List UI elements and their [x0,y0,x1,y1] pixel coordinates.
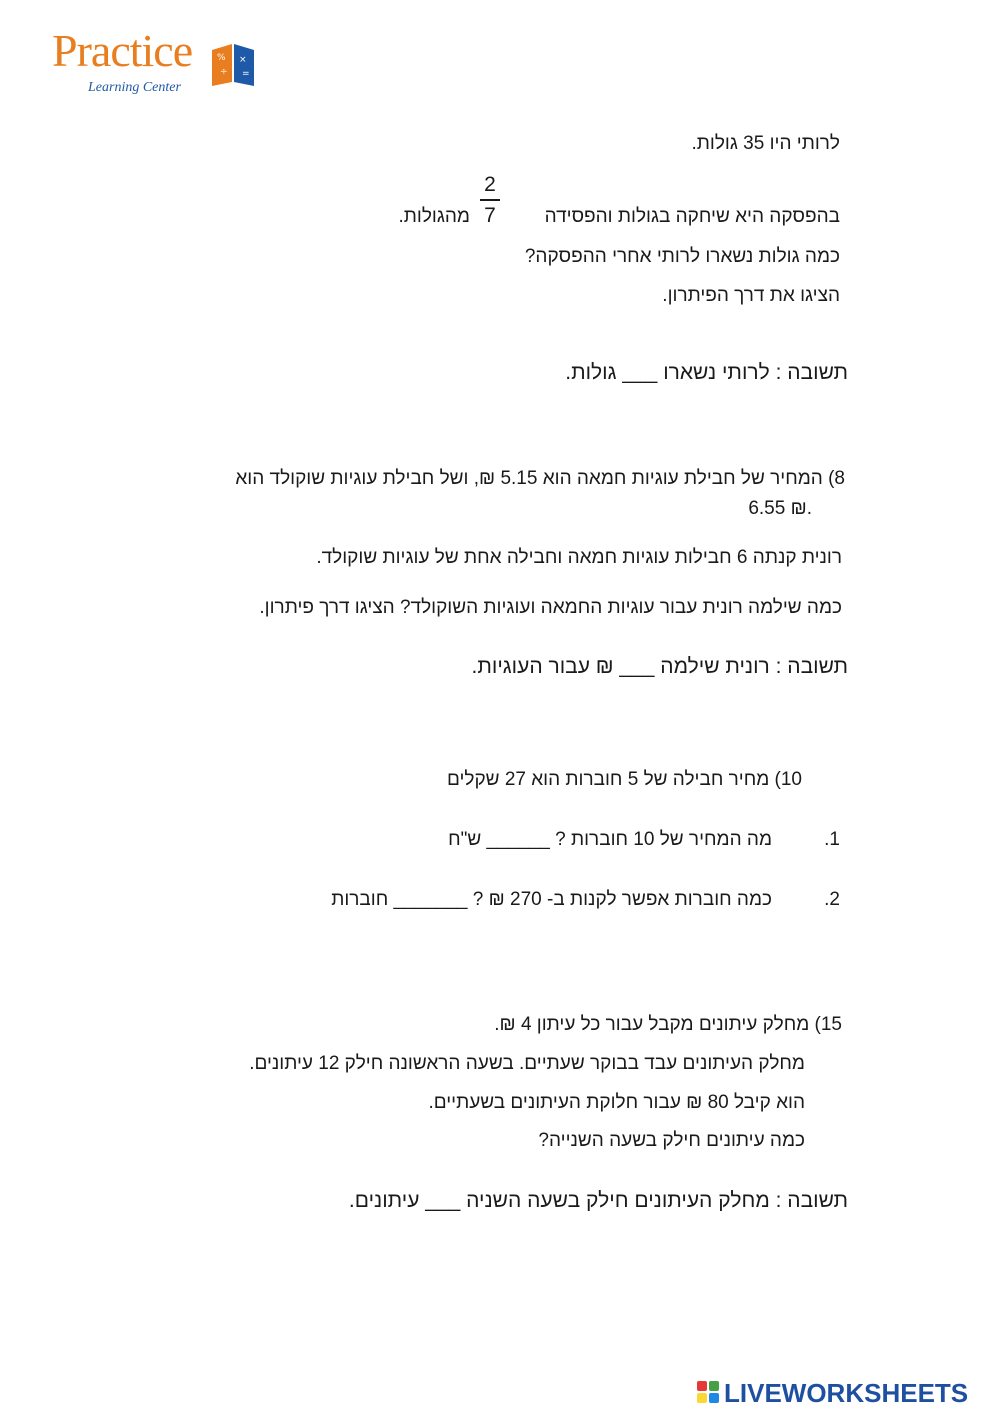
question-line: 6.55 ₪. [748,498,812,519]
item-number: .1 [824,829,840,850]
question-line: רונית קנתה 6 חבילות עוגיות חמאה וחבילה אחת של עוגיות שוקולד. [316,547,842,568]
fraction-numerator: 2 [484,173,496,196]
svg-text:÷: ÷ [220,67,228,77]
question-line: מה המחיר של 10 חוברות ? ______ ש"ח [448,829,772,850]
fraction-denominator: 7 [484,204,496,227]
question-line: הציגו את דרך הפיתרון. [662,285,840,306]
item-number: .2 [824,889,840,910]
fraction-bar [480,199,500,201]
question-line: מהגולות. [398,206,470,227]
answer-line: תשובה : מחלק העיתונים חילק בשעה השניה ___ עיתונים. [348,1189,848,1212]
question-line: 15) מחלק עיתונים מקבל עבור כל עיתון 4 ₪. [494,1014,842,1035]
liveworksheets-brand: LIVEWORKSHEETS [724,1378,969,1408]
book-icon [208,40,258,88]
svg-text:=: = [242,69,250,79]
question-line: בהפסקה היא שיחקה בגולות והפסידה [544,206,840,227]
question-line: 8) המחיר של חבילת עוגיות חמאה הוא 5.15 ₪, ושל חבילת עוגיות שוקולד הוא [235,468,845,489]
question-line: מחלק העיתונים עבד בבוקר שעתיים. בשעה הראשונה חילק 12 עיתונים. [249,1053,805,1074]
question-line: כמה חוברות אפשר לקנות ב- 270 ₪ ? _______ חוברות [331,889,772,910]
logo-subtitle: Learning Center [88,80,181,95]
svg-text:×: × [239,55,247,65]
question-line: כמה שילמה רונית עבור עוגיות החמאה ועוגיות השוקולד? הציגו דרך פיתרון. [259,597,842,618]
logo-word: Practice [52,25,193,76]
liveworksheets-logo-icon [697,1381,721,1405]
question-line: לרותי היו 35 גולות. [691,133,840,154]
question-line: הוא קיבל 80 ₪ עבור חלוקת העיתונים בשעתיים. [428,1092,805,1113]
answer-line: תשובה : רונית שילמה ___ ₪ עבור העוגיות. [471,655,848,678]
question-line: כמה עיתונים חילק בשעה השנייה? [538,1130,805,1151]
question-line: כמה גולות נשארו לרותי אחרי ההפסקה? [524,246,840,267]
question-line: 10) מחיר חבילה של 5 חוברות הוא 27 שקלים [446,769,802,790]
svg-text:%: % [217,53,226,63]
answer-line: תשובה : לרותי נשארו ___ גולות. [565,361,848,384]
